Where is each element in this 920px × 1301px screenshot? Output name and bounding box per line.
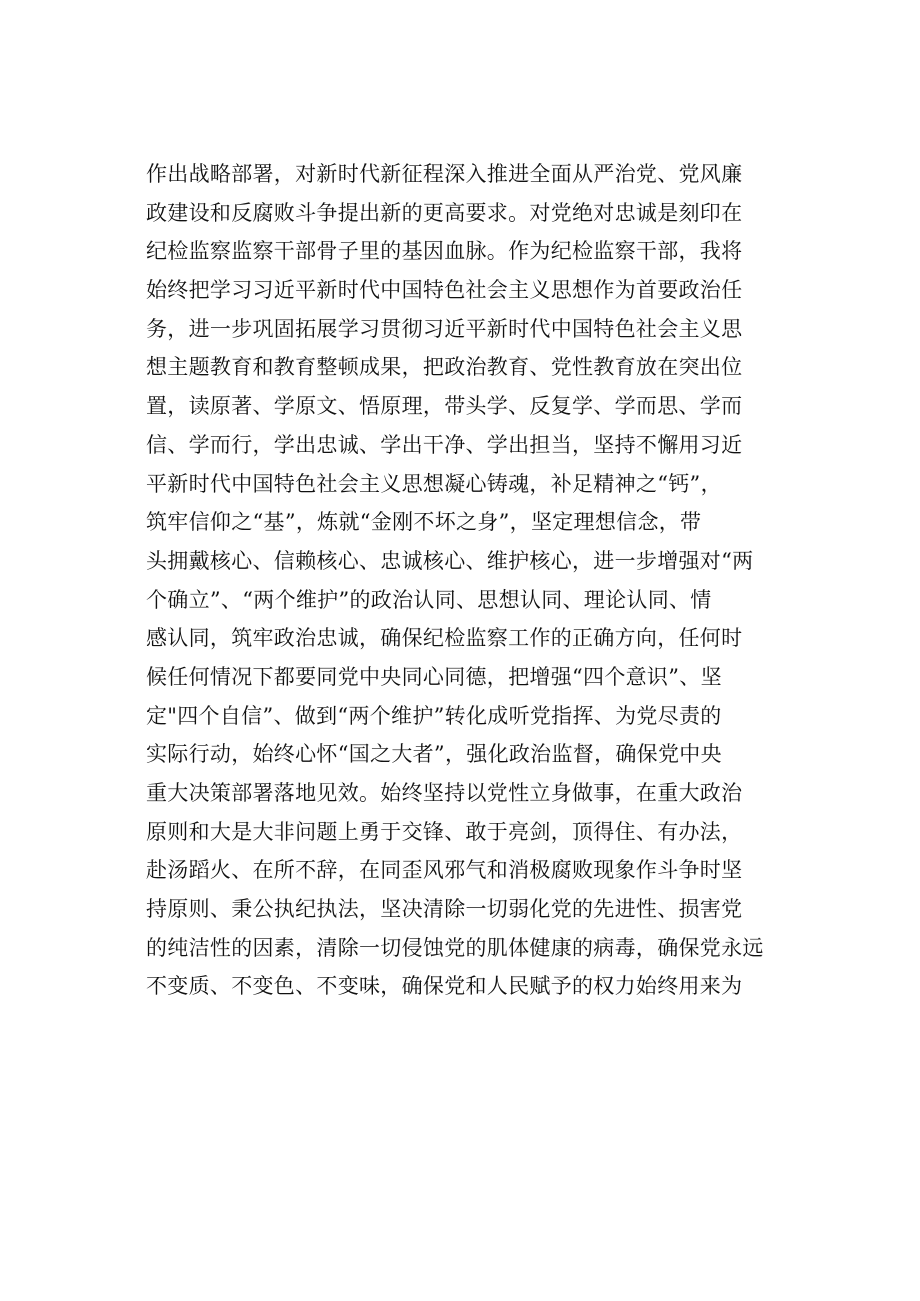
text-line: 不变质、不变色、不变味，确保党和人民赋予的权力始终用来为: [146, 974, 743, 999]
text-line: 感认同，筑牢政治忠诚，确保纪检监察工作的正确方向，任何时: [146, 626, 743, 651]
text-line: 信、学而行，学出忠诚、学出干净、学出担当，坚持不懈用习近: [146, 432, 743, 457]
body-paragraph: [146, 155, 806, 1006]
text-line: 筑牢信仰之“基”，炼就“金刚不坏之身”，坚定理想信念，带: [146, 510, 702, 535]
text-line: 想主题教育和教育整顿成果，把政治教育、党性教育放在突出位: [146, 355, 743, 380]
text-line: 原则和大是大非问题上勇于交锋、敢于亮剑，顶得住、有办法，: [146, 819, 743, 844]
text-line: 纪检监察监察干部骨子里的基因血脉。作为纪检监察干部，我将: [146, 239, 743, 264]
text-line: 头拥戴核心、信赖核心、忠诚核心、维护核心，进一步增强对“两: [146, 548, 754, 573]
text-line: 重大决策部署落地见效。始终坚持以党性立身做事，在重大政治: [146, 781, 743, 805]
text-line: 候任何情况下都要同党中央同心同德，把增强“四个意识”、坚: [146, 664, 722, 689]
text-line: 定"四个自信”、做到“两个维护”转化成听党指挥、为党尽责的: [146, 703, 722, 728]
text-line: 赴汤蹈火、在所不辞，在同歪风邪气和消极腐败现象作斗争时坚: [146, 858, 743, 883]
text-line: 务，进一步巩固拓展学习贯彻习近平新时代中国特色社会主义思: [146, 316, 743, 341]
text-line: 作出战略部署，对新时代新征程深入推进全面从严治党、党风廉: [146, 162, 743, 186]
text-line: 持原则、秉公执纪执法，坚决清除一切弱化党的先进性、损害党: [146, 897, 743, 922]
text-line: 实际行动，始终心怀“国之大者”，强化政治监督，确保党中央: [146, 742, 722, 767]
text-line: 的纯洁性的因素，清除一切侵蚀党的肌体健康的病毒，确保党永远: [146, 935, 764, 960]
text-line: 个确立”、“两个维护”的政治认同、思想认同、理论认同、情: [146, 587, 712, 612]
text-line: 政建设和反腐败斗争提出新的更高要求。对党绝对忠诚是刻印在: [146, 200, 743, 225]
text-line: 置，读原著、学原文、悟原理，带头学、反复学、学而思、学而: [146, 394, 743, 419]
text-line: 平新时代中国特色社会主义思想凝心铸魂，补足精神之“钙”，: [146, 471, 722, 496]
text-line: 始终把学习习近平新时代中国特色社会主义思想作为首要政治任: [146, 278, 743, 303]
